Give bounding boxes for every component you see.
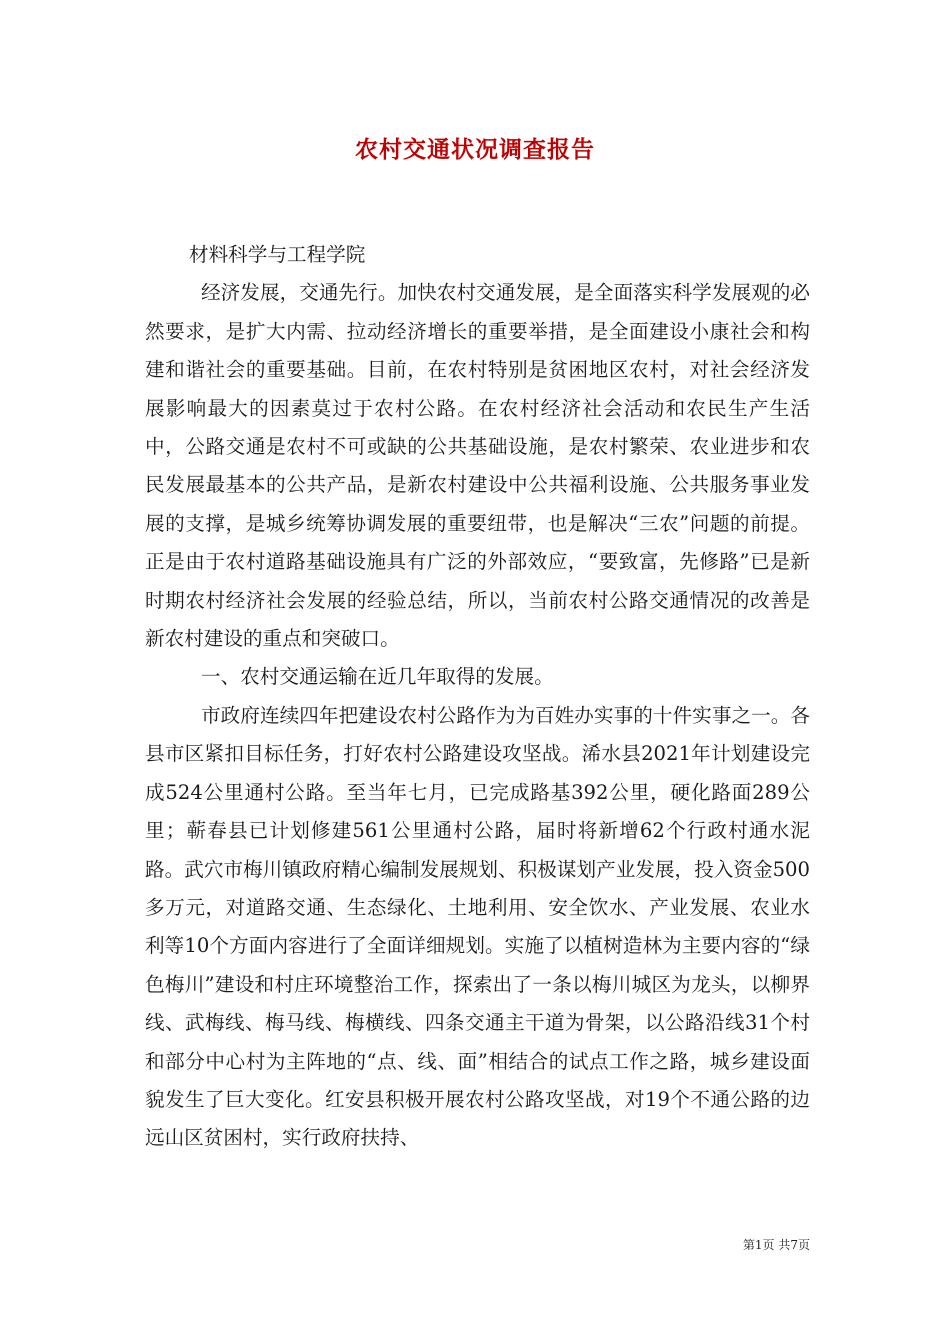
intro-paragraph: 经济发展，交通先行。加快农村交通发展，是全面落实科学发展观的必然要求，是扩大内需、拉动经济增长的重要举措，是全面建设小康社会和构建和谐社会的重要基础。目前，在农村特别是贫困地区农村，对社会经济发展影响最大的因素莫过于农村公路。在农村经济社会活动和农民生产生活中，公路交通是农村不可或缺的公共基础设施，是农村繁荣、农业进步和农民发展最基本的公共产品，是新农村建设中公共福利设施、公共服务事业发展的支撑，是城乡统筹协调发展的重要纽带，也是解决“三农”问题的前提。正是由于农村道路基础设施具有广泛的外部效应，“要致富，先修路”已是新时期农村经济社会发展的经验总结，所以，当前农村公路交通情况的改善是新农村建设的重点和突破口。 <box>145 281 810 651</box>
document-body <box>145 236 810 1158</box>
document-title: 农村交通状况调查报告 <box>355 136 595 163</box>
section-heading: 一、农村交通运输在近几年取得的发展。 <box>201 665 554 689</box>
section-paragraph: 市政府连续四年把建设农村公路作为为百姓办实事的十件实事之一。各县市区紧扣目标任务，打好农村公路建设攻坚战。浠水县2021年计划建设完成524公里通村公路。至当年七月，已完成路基392公里，硬化路面289公里；蕲春县已计划修建561公里通村公路，届时将新增62个行政村通水泥路。武穴市梅川镇政府精心编制发展规划、积极谋划产业发展，投入资金500多万元，对道路交通、生态绿化、土地利用、安全饮水、产业发展、农业水利等10个方面内容进行了全面详细规划。实施了以植树造林为主要内容的“绿色梅川”建设和村庄环境整治工作，探索出了一条以梅川城区为龙头，以柳界线、武梅线、梅马线、梅横线、四条交通主干道为骨架，以公路沿线31个村和部分中心村为主阵地的“点、线、面”相结合的试点工作之路，城乡建设面貌发生了巨大变化。红安县积极开展农村公路攻坚战，对19个不通公路的边远山区贫困村，实行政府扶持、 <box>145 703 810 1150</box>
department-line: 材料科学与工程学院 <box>189 243 366 266</box>
page-number: 第1页 共7页 <box>742 1238 810 1252</box>
